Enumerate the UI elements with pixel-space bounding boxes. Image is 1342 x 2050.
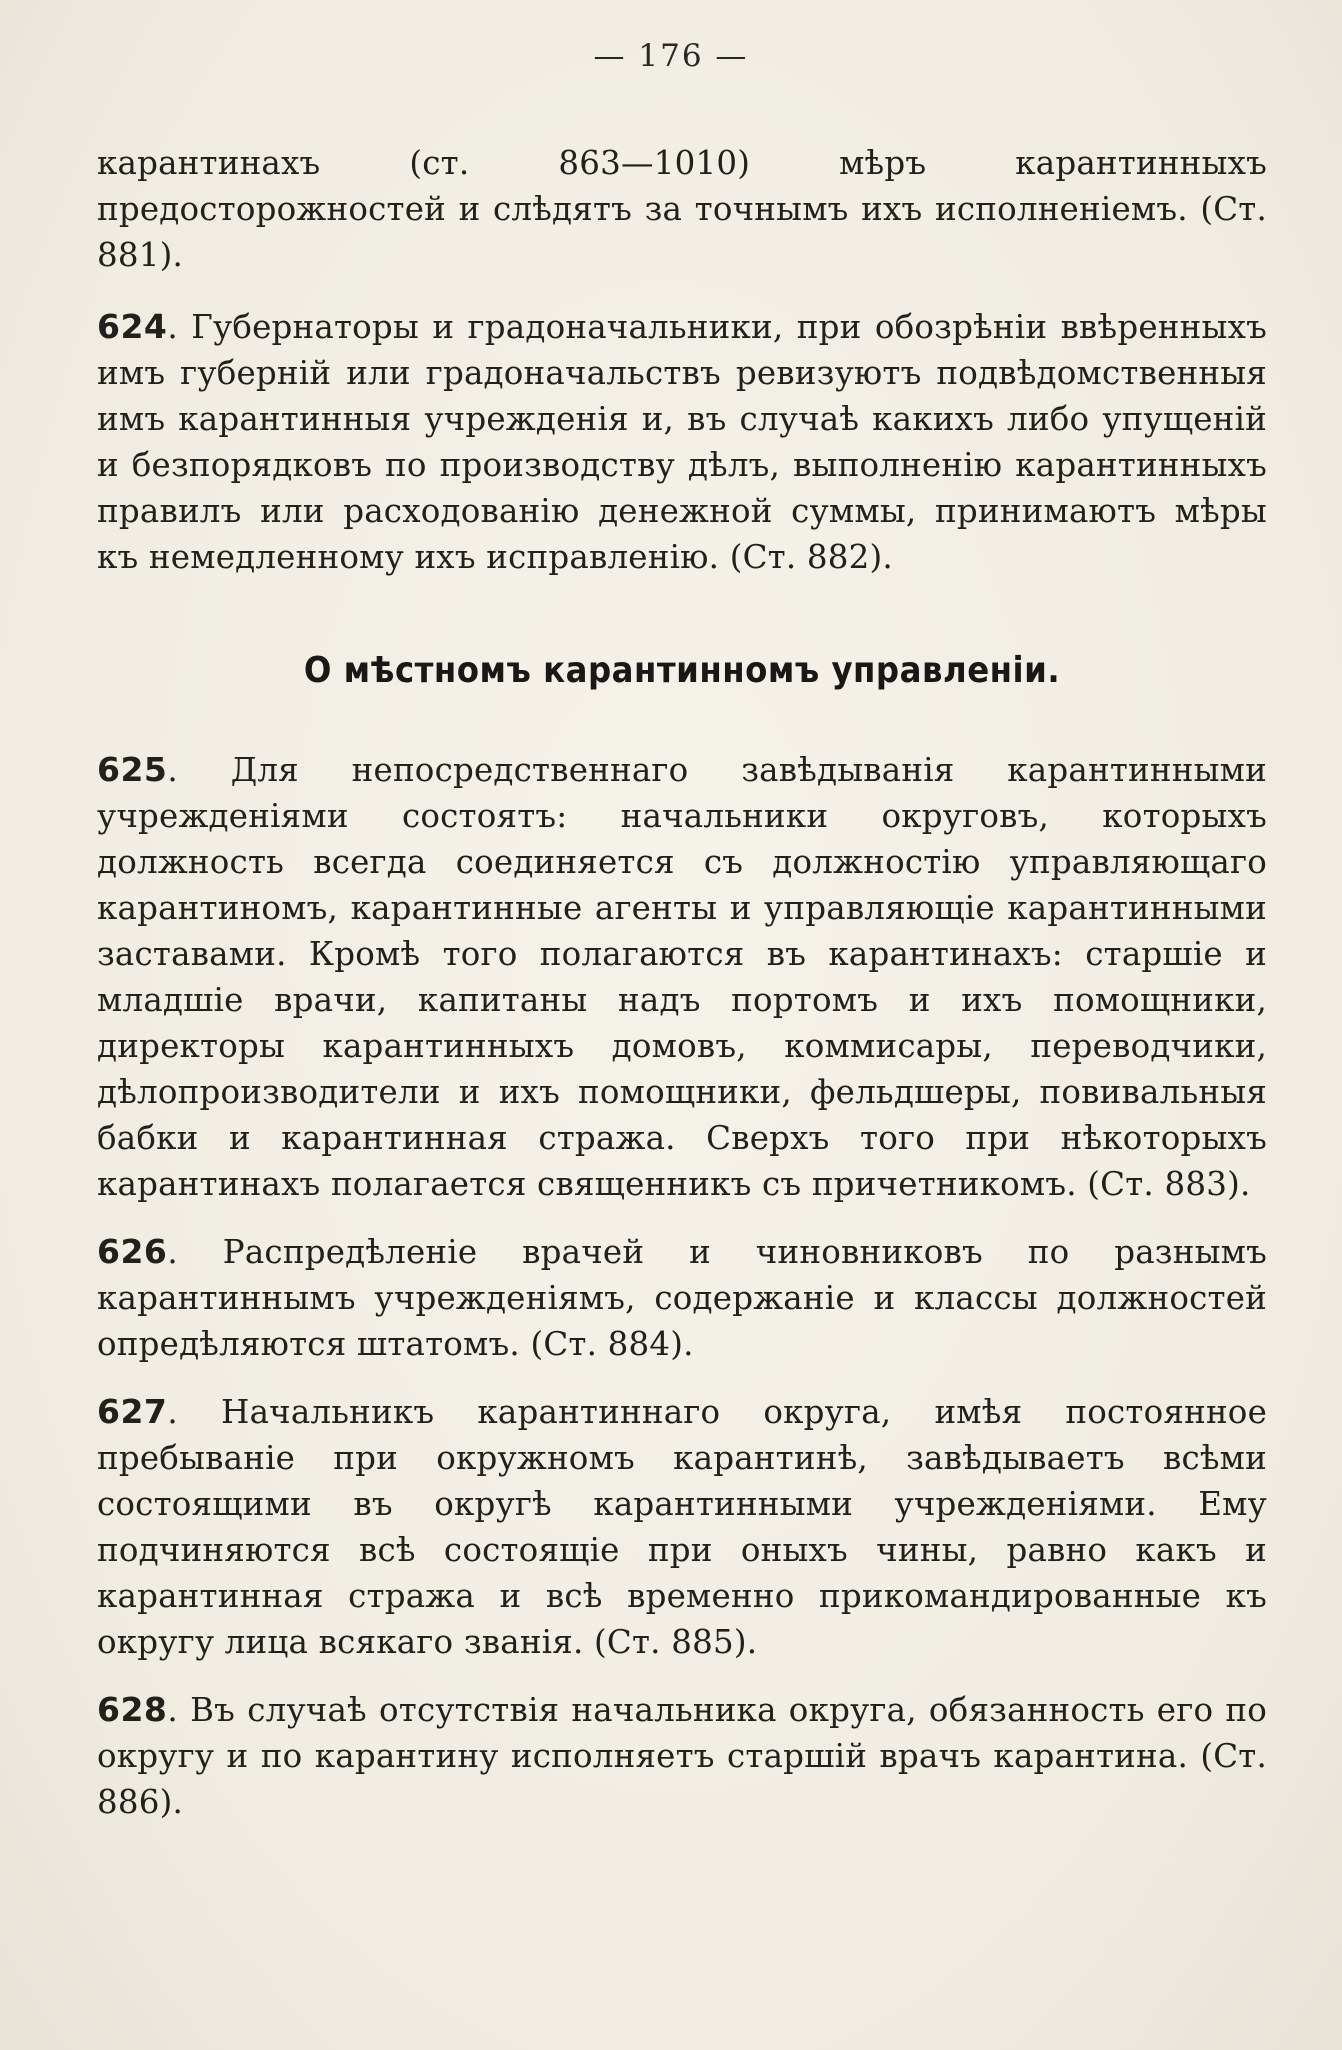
- article-number: 624: [97, 307, 168, 346]
- article-number: 627: [97, 1392, 168, 1431]
- section-heading: О мѣстномъ карантинномъ управленіи.: [303, 650, 1061, 691]
- article-624: 624. Губернаторы и градоначальники, при обозрѣніи ввѣренныхъ имъ губерній или градоначальствъ ревизуютъ подвѣдомственныя имъ карантинныя учрежденія и, въ случаѣ какихъ либо упущеній и безпорядковъ по производству дѣлъ, выполненію карантинныхъ правилъ или расходованію денежной суммы, принимаютъ мѣры къ немедленному ихъ исправленію. (Ст. 882).: [97, 307, 1267, 576]
- body-text: [97, 140, 1267, 1825]
- article-text: Въ случаѣ отсутствія начальника округа, обязанность его по округу и по карантину исполняетъ старшій врачъ карантина. (Ст. 886).: [97, 1691, 1267, 1821]
- article-626: 626. Распредѣленіе врачей и чиновниковъ по разнымъ карантиннымъ учрежденіямъ, содержаніе и классы должностей опредѣляются штатомъ. (Ст. 884).: [97, 1232, 1267, 1363]
- article-text: Начальникъ карантиннаго округа, имѣя постоянное пребываніе при окружномъ карантинѣ, завѣдываетъ всѣми состоящими въ округѣ карантинными учрежденіями. Ему подчиняются всѣ состоящіе при оныхъ чины, равно какъ и карантинная стража и всѣ временно прикомандированные къ округу лица всякаго званія. (Ст. 885).: [97, 1393, 1268, 1661]
- article-number: 626: [97, 1232, 168, 1271]
- article-text: Распредѣленіе врачей и чиновниковъ по разнымъ карантиннымъ учрежденіямъ, содержаніе и классы должностей опредѣляются штатомъ. (Ст. 884).: [97, 1233, 1267, 1363]
- article-625: 625. Для непосредственнаго завѣдыванія карантинными учрежденіями состоятъ: начальники округовъ, которыхъ должность всегда соединяется съ должностію управляющаго карантиномъ, карантинные агенты и управляющіе карантинными заставами. Кромѣ того полагаются въ карантинахъ: старшіе и младшіе врачи, капитаны надъ портомъ и ихъ помощники, директоры карантинныхъ домовъ, коммисары, переводчики, дѣлопроизводители и ихъ помощники, фельдшеры, повивальныя бабки и карантинная стража. Сверхъ того при нѣкоторыхъ карантинахъ полагается священникъ съ причетникомъ. (Ст. 883).: [97, 750, 1267, 1203]
- article-627: 627. Начальникъ карантиннаго округа, имѣя постоянное пребываніе при окружномъ карантинѣ, завѣдываетъ всѣми состоящими въ округѣ карантинными учрежденіями. Ему подчиняются всѣ состоящіе при оныхъ чины, равно какъ и карантинная стража и всѣ временно прикомандированные къ округу лица всякаго званія. (Ст. 885).: [97, 1392, 1268, 1661]
- continuation-paragraph: карантинахъ (ст. 863—1010) мѣръ карантинныхъ предосторожностей и слѣдятъ за точнымъ ихъ исполненіемъ. (Ст. 881).: [97, 144, 1267, 274]
- page-number: — 176 —: [593, 38, 749, 74]
- article-number: 628: [97, 1690, 168, 1729]
- article-text: Губернаторы и градоначальники, при обозрѣніи ввѣренныхъ имъ губерній или градоначальствъ ревизуютъ подвѣдомственныя имъ карантинныя учрежденія и, въ случаѣ какихъ либо упущеній и безпорядковъ по производству дѣлъ, выполненію карантинныхъ правилъ или расходованію денежной суммы, принимаютъ мѣры къ немедленному ихъ исправленію. (Ст. 882).: [97, 308, 1267, 576]
- article-number: 625: [97, 750, 168, 789]
- article-628: 628. Въ случаѣ отсутствія начальника округа, обязанность его по округу и по карантину исполняетъ старшій врачъ карантина. (Ст. 886).: [97, 1690, 1267, 1821]
- article-text: Для непосредственнаго завѣдыванія карантинными учрежденіями состоятъ: начальники округовъ, которыхъ должность всегда соединяется съ должностію управляющаго карантиномъ, карантинные агенты и управляющіе карантинными заставами. Кромѣ того полагаются въ карантинахъ: старшіе и младшіе врачи, капитаны надъ портомъ и ихъ помощники, директоры карантинныхъ домовъ, коммисары, переводчики, дѣлопроизводители и ихъ помощники, фельдшеры, повивальныя бабки и карантинная стража. Сверхъ того при нѣкоторыхъ карантинахъ полагается священникъ съ причетникомъ. (Ст. 883).: [97, 751, 1267, 1203]
